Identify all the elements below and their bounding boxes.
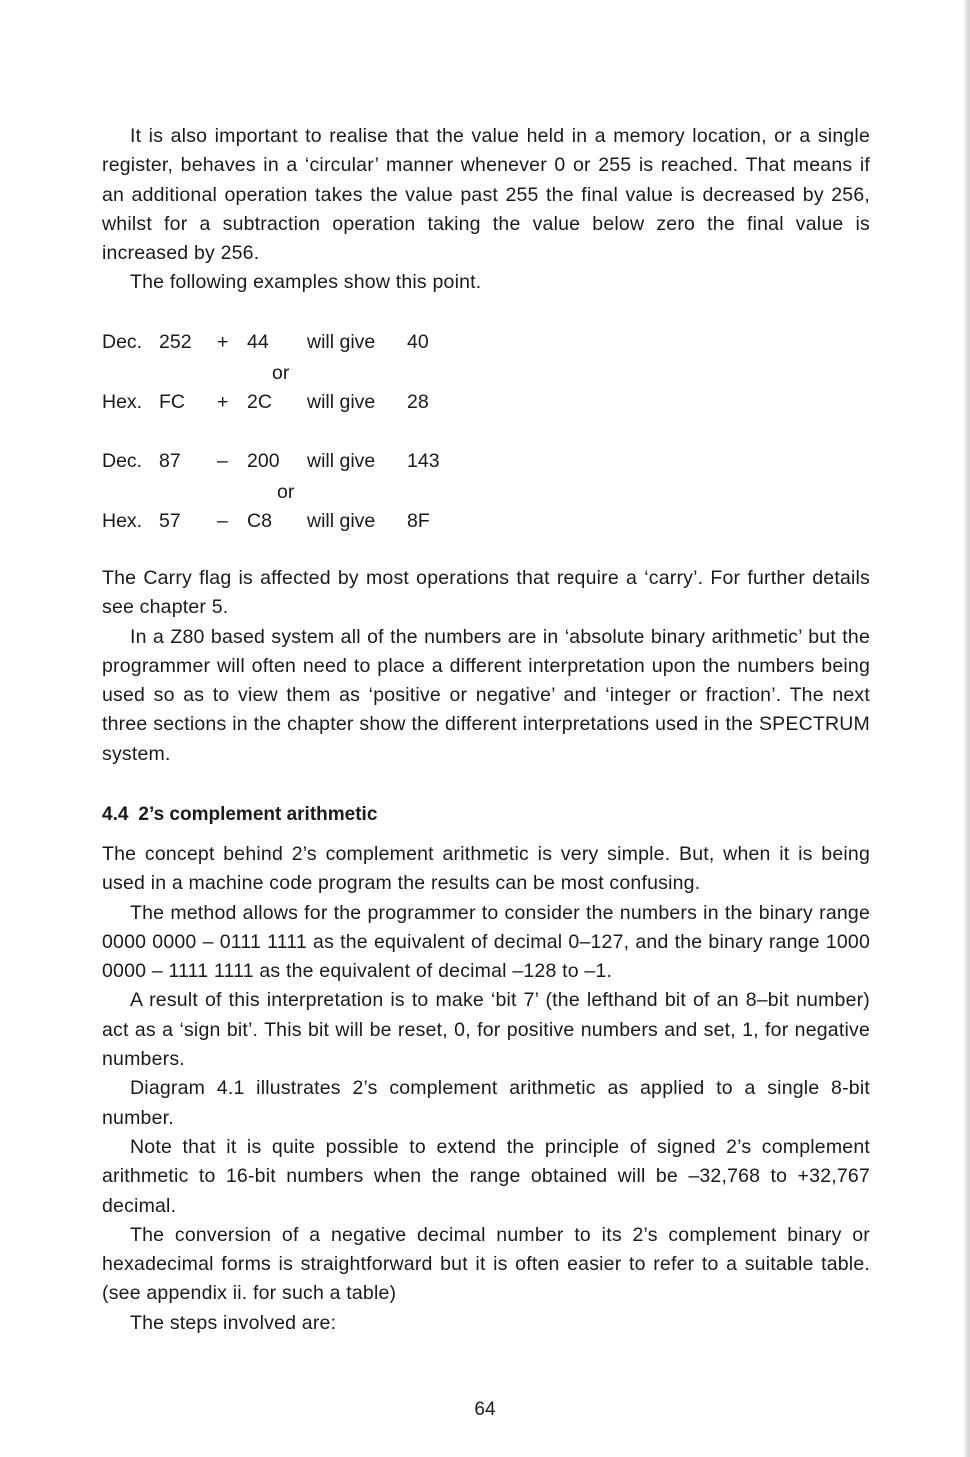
paragraph-16-bit: Note that it is quite possible to extend the principle of signed 2’s complement arithmetic to 16-bit numbers when the range obtained will be –32,768 to +32,767 decimal. [102,1135,870,1217]
page-number: 64 [474,1399,496,1420]
paragraph-z80-interpretation: In a Z80 based system all of the numbers are in ‘absolute binary arithmetic’ but the programmer will often need to place a different interpretation upon the numbers being used so as to view them as ‘positive or negative’ and ‘integer or fraction’. The next three sections in the chapter show the different interpretations used in the SPECTRUM system. [102,625,870,765]
example-value: 252 [159,331,192,353]
example-result: 40 [407,331,429,353]
example-result: 8F [407,510,430,532]
paragraph-sign-bit: A result of this interpretation is to make ‘bit 7’ (the lefthand bit of an 8–bit number) act as a ‘sign bit’. This bit will be reset, 0, for positive numbers and set, 1, for negative numbers. [102,989,870,1071]
example-result: 143 [407,450,440,472]
example-will-give: will give [307,510,376,532]
example-operator: + [217,331,229,353]
example-operand: C8 [247,510,272,532]
example-label: Hex. [102,391,143,413]
paragraph-concept: The concept behind 2’s complement arithmetic is very simple. But, when it is being used in a machine code program the results can be most confusing. [102,843,870,895]
section-title: 2’s complement arithmetic [138,804,378,825]
example-value: FC [159,391,185,413]
examples-block [102,328,522,543]
example-value: 87 [159,450,181,472]
paragraph-carry-flag: The Carry flag is affected by most operations that require a ‘carry’. For further details see chapter 5. [102,567,870,619]
paragraph-examples-intro: The following examples show this point. [130,271,482,294]
example-will-give: will give [307,331,376,353]
example-operand: 2C [247,391,272,413]
example-label: Dec. [102,331,143,353]
twos-complement-section [102,840,870,1338]
example-operator: – [217,510,228,532]
example-value: 57 [159,510,181,532]
example-will-give: will give [307,391,376,413]
example-label: Hex. [102,510,143,532]
example-or: or [272,362,290,384]
paragraph-steps: The steps involved are: [130,1311,337,1334]
example-operand: 44 [247,331,269,353]
example-will-give: will give [307,450,376,472]
example-or: or [277,481,295,503]
section-heading [102,801,387,829]
intro-section [102,122,870,298]
example-result: 28 [407,391,429,413]
paragraph-diagram-ref: Diagram 4.1 illustrates 2’s complement arithmetic as applied to a single 8-bit number. [102,1077,870,1129]
example-operator: + [217,391,229,413]
carry-section [102,564,870,769]
example-operator: – [217,450,228,472]
example-operand: 200 [247,450,280,472]
paragraph-circular-values: It is also important to realise that the value held in a memory location, or a single register, behaves in a ‘circular’ manner whenever 0 or 255 is reached. That means if an additional operation takes the value past 255 the final value is decreased by 256, whilst for a subtraction operation taking the value below zero the final value is increased by 256. [102,125,870,265]
paragraph-method: The method allows for the programmer to consider the numbers in the binary range 0000 0000 – 0111 1111 as the equivalent of decimal 0–127, and the binary range 1000 0000 – 1111 1111 as the equivalent of decimal –128 to –1. [102,901,870,983]
example-label: Dec. [102,450,143,472]
section-number: 4.4 [102,804,129,825]
paragraph-conversion: The conversion of a negative decimal number to its 2’s complement binary or hexadecimal forms is straightforward but it is often easier to refer to a suitable table. (see appendix ii. for such a table) [102,1223,870,1305]
page-edge-shadow [964,0,970,1457]
